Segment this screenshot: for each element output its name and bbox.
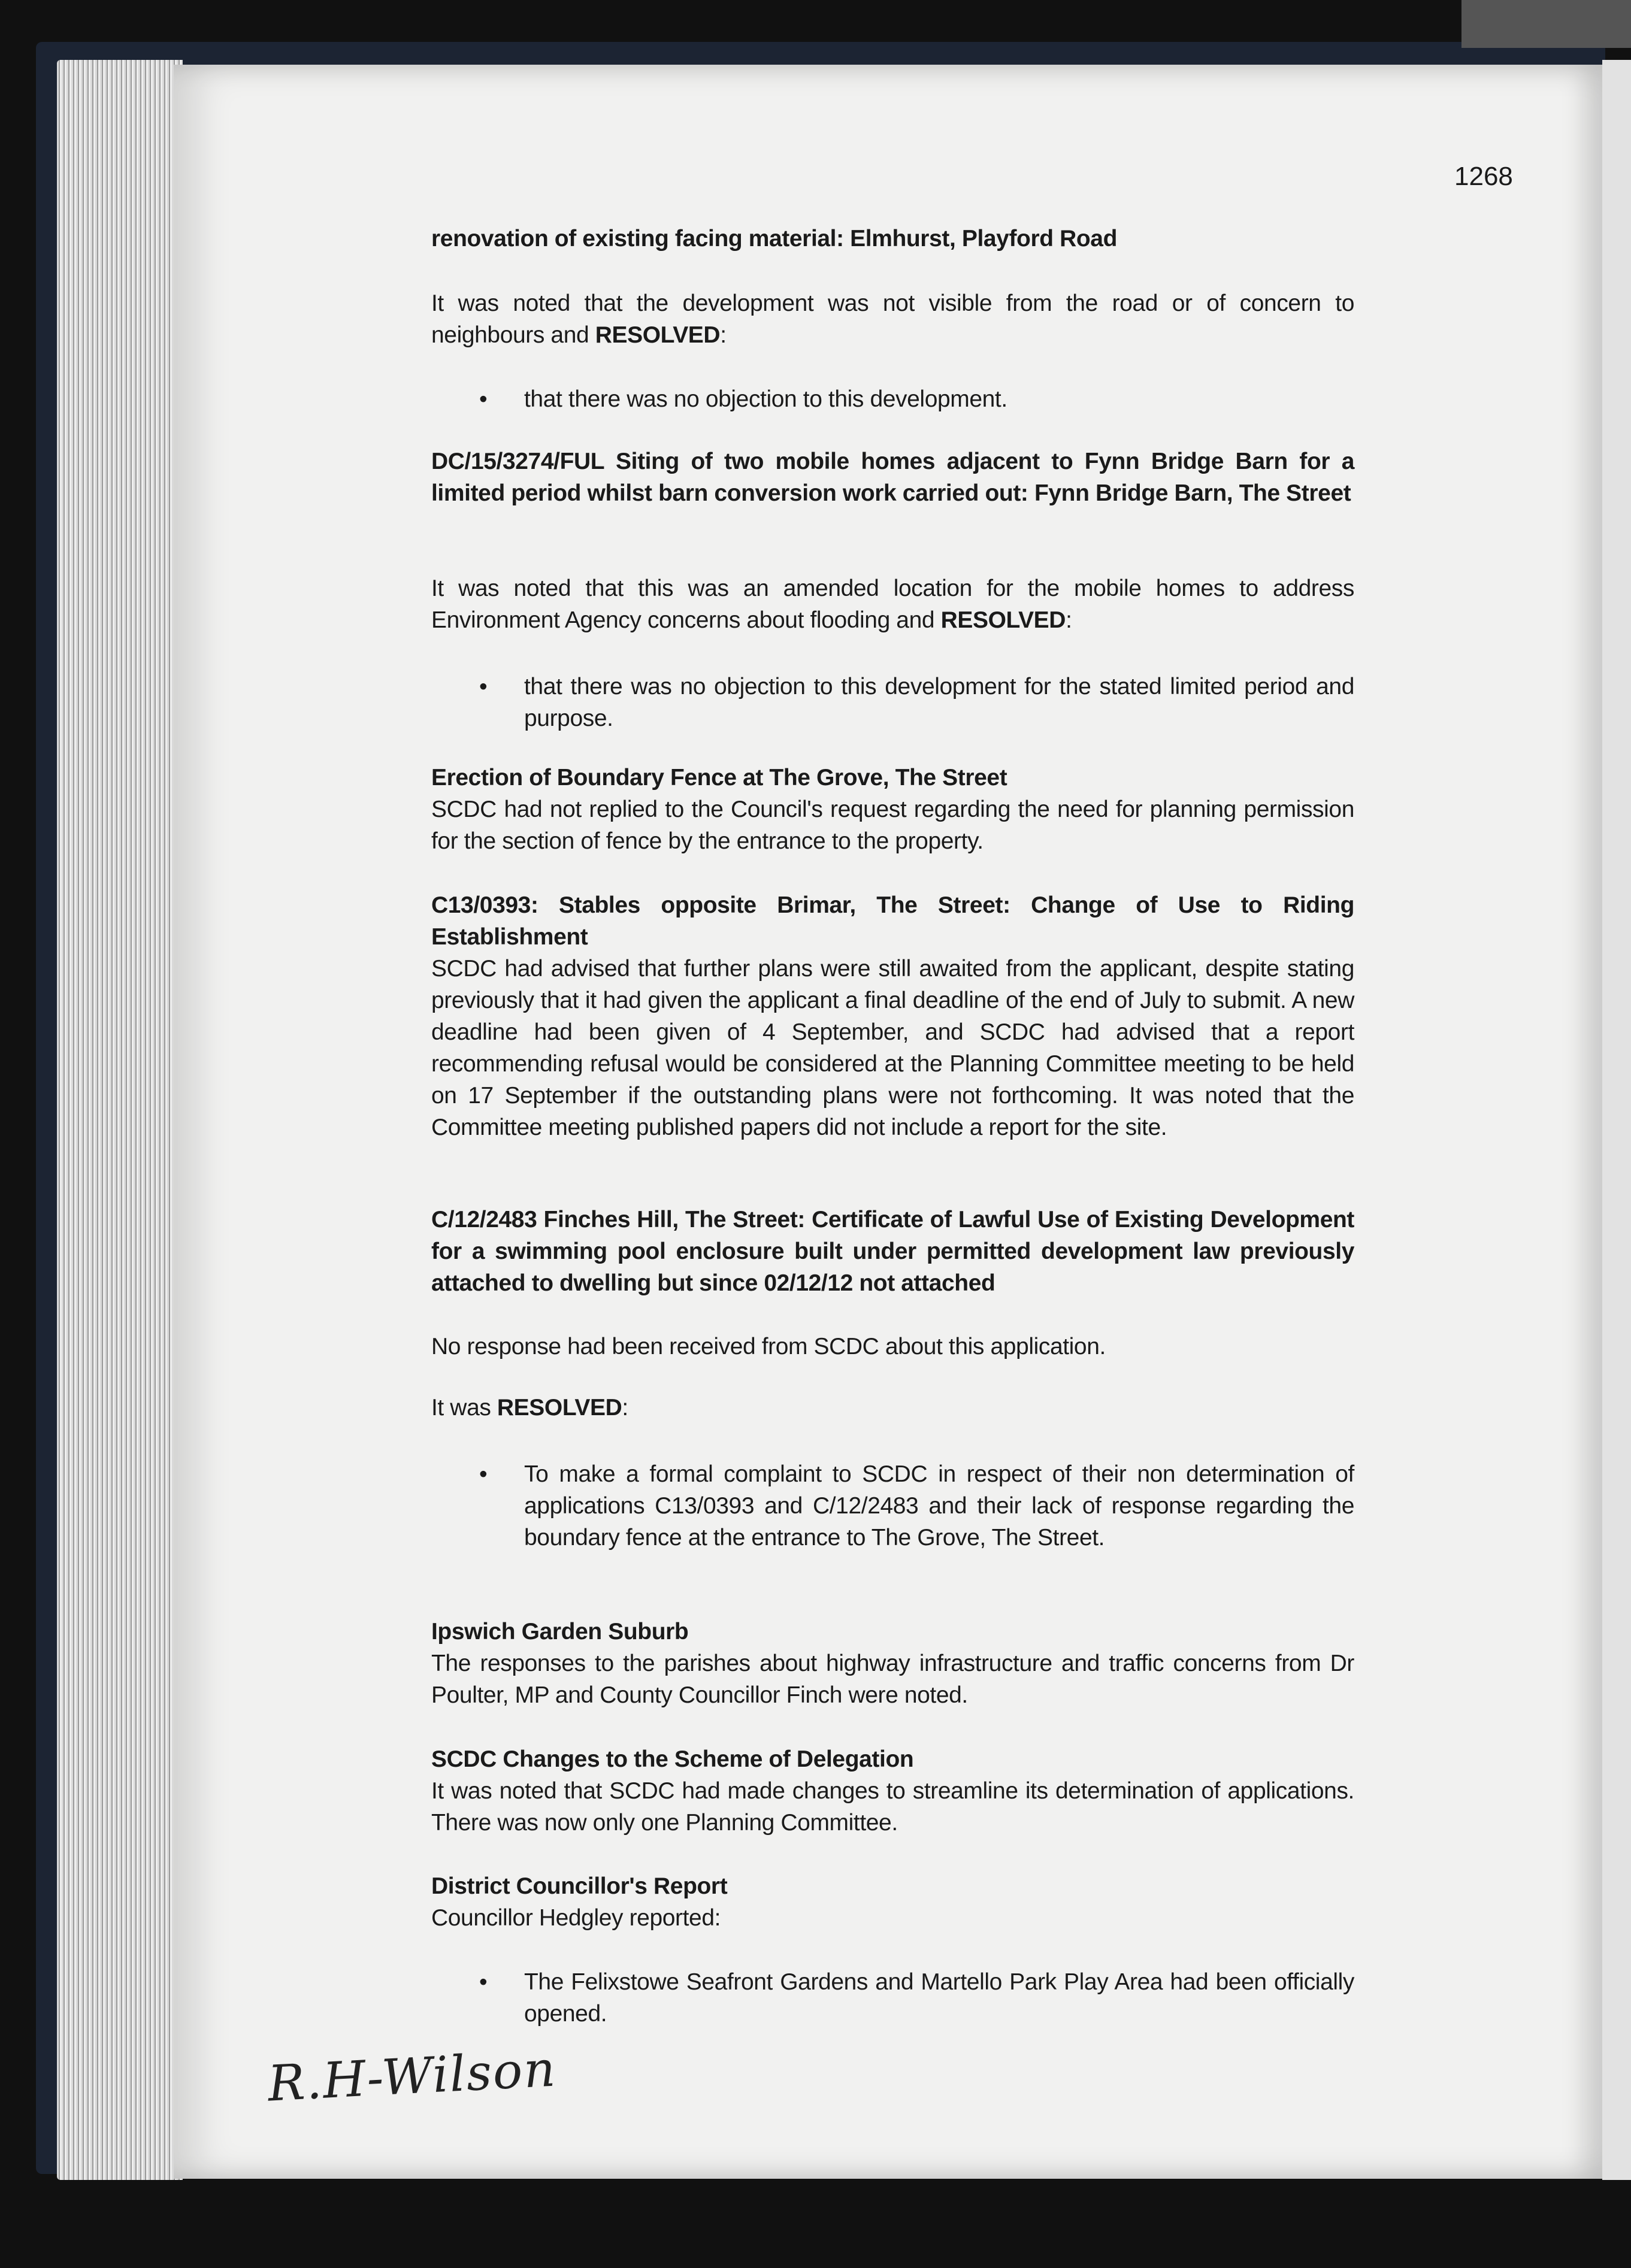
bullet-icon: •	[479, 674, 488, 700]
list-item	[479, 1458, 1354, 1554]
paragraph	[431, 287, 1354, 351]
bullet-icon: •	[479, 1969, 488, 1995]
paragraph: SCDC had advised that further plans were still awaited from the applicant, despite stating previously that it had given the applicant a final deadline of the end of July to submit. A new deadline had been given of 4 September, and SCDC had advised that a report recommending refusal would be considered at the Planning Committee meeting to be held on 17 September if the outstanding plans were not forthcoming. It was noted that the Committee meeting published papers did not include a report for the site.	[431, 956, 1354, 1140]
list-item-text: that there was no objection to this development.	[524, 386, 1007, 412]
facing-page-edge	[1602, 60, 1631, 2180]
list-item	[479, 383, 1354, 415]
section-heading: SCDC Changes to the Scheme of Delegation	[431, 1746, 914, 1772]
paragraph: Councillor Hedgley reported:	[431, 1905, 721, 1931]
paragraph-text: It was	[431, 1395, 497, 1421]
section-heading: Ipswich Garden Suburb	[431, 1619, 689, 1645]
list-item-text: that there was no objection to this development for the stated limited period and purpose.	[524, 674, 1354, 731]
list-item-text: To make a formal complaint to SCDC in respect of their non determination of applications C13/0393 and C/12/2483 and their lack of response regarding the boundary fence at the entrance to The Grove, The Street.	[524, 1461, 1354, 1551]
bullet-icon: •	[479, 1461, 488, 1487]
section-heading: C/12/2483 Finches Hill, The Street: Certificate of Lawful Use of Existing Development for a swimming pool enclosure built under permitted development law previously attached to dwelling but since 02/12/12 not attached	[431, 1207, 1354, 1296]
list-item	[479, 671, 1354, 734]
paragraph	[431, 1392, 1354, 1424]
colon: :	[622, 1395, 628, 1421]
scan-corner	[1461, 0, 1631, 48]
section-heading: C13/0393: Stables opposite Brimar, The Street: Change of Use to Riding Establishment	[431, 892, 1354, 950]
section-heading: renovation of existing facing material: Elmhurst, Playford Road	[431, 226, 1118, 252]
section-heading: Erection of Boundary Fence at The Grove, The Street	[431, 765, 1007, 791]
list-item-text: The Felixstowe Seafront Gardens and Martello Park Play Area had been officially opened.	[524, 1969, 1354, 2027]
colon: :	[720, 322, 727, 348]
paragraph: No response had been received from SCDC about this application.	[431, 1334, 1106, 1359]
bullet-icon: •	[479, 386, 488, 412]
page-edges	[57, 60, 183, 2180]
paragraph-text: It was noted that the development was not visible from the road or of concern to neighbours and	[431, 290, 1354, 348]
colon: :	[1066, 607, 1072, 633]
resolved-label: RESOLVED	[595, 322, 721, 348]
handwritten-signature: R.H-Wilson	[266, 2040, 558, 2113]
paragraph: The responses to the parishes about highway infrastructure and traffic concerns from Dr Poulter, MP and County Councillor Finch were noted.	[431, 1651, 1354, 1708]
paragraph: SCDC had not replied to the Council's request regarding the need for planning permission for the section of fence by the entrance to the property.	[431, 797, 1354, 854]
resolved-label: RESOLVED	[940, 607, 1066, 633]
list-item	[479, 1966, 1354, 2030]
paragraph	[431, 573, 1354, 636]
section-heading: DC/15/3274/FUL Siting of two mobile homes adjacent to Fynn Bridge Barn for a limited period whilst barn conversion work carried out: Fynn Bridge Barn, The Street	[431, 449, 1354, 506]
paragraph: It was noted that SCDC had made changes to streamline its determination of applications. There was now only one Planning Committee.	[431, 1778, 1354, 1836]
section-heading: District Councillor's Report	[431, 1873, 728, 1899]
page-number: 1268	[1454, 162, 1513, 191]
resolved-label: RESOLVED	[497, 1395, 622, 1421]
paragraph-text: It was noted that this was an amended location for the mobile homes to address Environment Agency concerns about flooding and	[431, 576, 1354, 633]
